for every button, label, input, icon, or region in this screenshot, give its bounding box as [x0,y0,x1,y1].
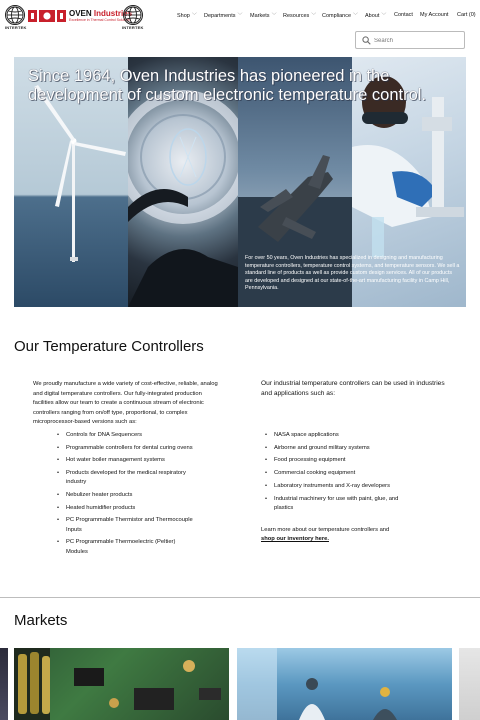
list-item: • PC Programmable Thermoelectric (Peltier) Modules [57,538,197,556]
list-item: • Laboratory instruments and X-ray developers [265,482,400,491]
market-card-image[interactable] [14,648,229,720]
nav-resources[interactable] [283,12,316,19]
controllers-intro-left: We proudly manufacture a wide variety of cost-effective, reliable, analog and digital temperature controllers. Our fully-integrated production facilities allow our team to create a continuous stream of electronic controllers ranging from on/off type, proportional, to complex microprocessor-based versions such as: [33,381,218,426]
nav-label: About [365,13,380,19]
intertek-globe-icon [5,5,25,25]
list-item: • Heated humidifier products [57,504,197,513]
nav-shop[interactable] [177,12,197,19]
list-item: • Commercial cooking equipment [265,469,400,478]
hero-title: Since 1964, Oven Industries has pioneered in the development of custom electronic temperature control. [28,67,427,104]
nav-cart[interactable] [457,12,476,18]
oven-logo-icon[interactable] [28,9,66,23]
chevron-down-icon: ﹀ [353,13,359,19]
market-card-image[interactable] [237,648,452,720]
controllers-intro-right: Our industrial temperature controllers can be used in industries and applications such as: [261,380,445,397]
nav-about[interactable] [365,12,386,19]
nav-label: Shop [177,13,190,19]
chevron-down-icon: ﹀ [381,13,387,19]
section-divider [0,597,480,598]
markets-title: Markets [14,612,68,629]
list-item: • Food processing equipment [265,456,400,465]
applications-list [265,431,400,516]
list-item: • Airborne and ground military systems [265,444,400,453]
list-item: • Nebulizer heater products [57,491,197,500]
market-card-image[interactable] [459,648,480,720]
brand-tagline: Excellence in Thermal Control Solutions [69,18,131,22]
nav-markets[interactable] [250,12,277,19]
list-item: • Programmable controllers for dental curing ovens [57,444,197,453]
search-icon [362,36,371,45]
hero-banner [14,57,466,307]
nav-departments[interactable] [204,12,243,19]
list-item: • Controls for DNA Sequencers [57,431,197,440]
site-header [0,0,480,34]
search-input[interactable] [372,34,464,48]
intertek-badge-label: INTERTEK [122,25,144,30]
intertek-globe-icon [123,5,143,25]
nav-label: Resources [283,13,310,19]
list-item: • Industrial machinery for use with paint, glue, and plastics [265,495,400,513]
chevron-down-icon: ﹀ [237,13,243,19]
nav-compliance[interactable] [322,12,358,19]
nav-label: Markets [250,13,270,19]
nav-my-account[interactable] [420,12,448,18]
list-item: • PC Programmable Thermistor and Thermocouple Inputs [57,516,197,534]
chevron-down-icon: ﹀ [191,13,197,19]
nav-contact[interactable] [394,12,413,18]
controllers-title: Our Temperature Controllers [14,338,204,355]
nav-label: Departments [204,13,236,19]
shop-inventory-link[interactable]: shop our inventory here. [261,536,329,543]
nav-label: My Account [420,12,449,18]
search-box[interactable] [355,31,465,49]
brand-red: Industries [93,9,133,18]
list-item: • NASA space applications [265,431,400,440]
learn-more-text [261,526,401,544]
nav-label: Compliance [322,13,352,19]
controller-types-list [57,431,197,560]
intertek-badge-label: INTERTEK [5,25,27,30]
chevron-down-icon: ﹀ [311,13,317,19]
hero-caption: For over 50 years, Oven Industries has specialized in designing and manufacturing temperature controllers, temperature control systems, and temperature sensors. We sell a standard line of products as well as provide custom design services. All of our products are developed and designed at our state-of-the-art manufacturing facility in Camp Hill, Pennsylvania. [245,255,460,292]
nav-label: Contact [394,12,413,18]
market-card-image[interactable] [0,648,8,720]
list-item: • Hot water boiler management systems [57,456,197,465]
brand-bold: OVEN [69,9,92,18]
nav-label: Cart (0) [457,12,476,18]
chevron-down-icon: ﹀ [271,13,277,19]
learn-more-prefix: Learn more about our temperature controllers and [261,527,390,533]
list-item: • Products developed for the medical respiratory industry [57,469,197,487]
